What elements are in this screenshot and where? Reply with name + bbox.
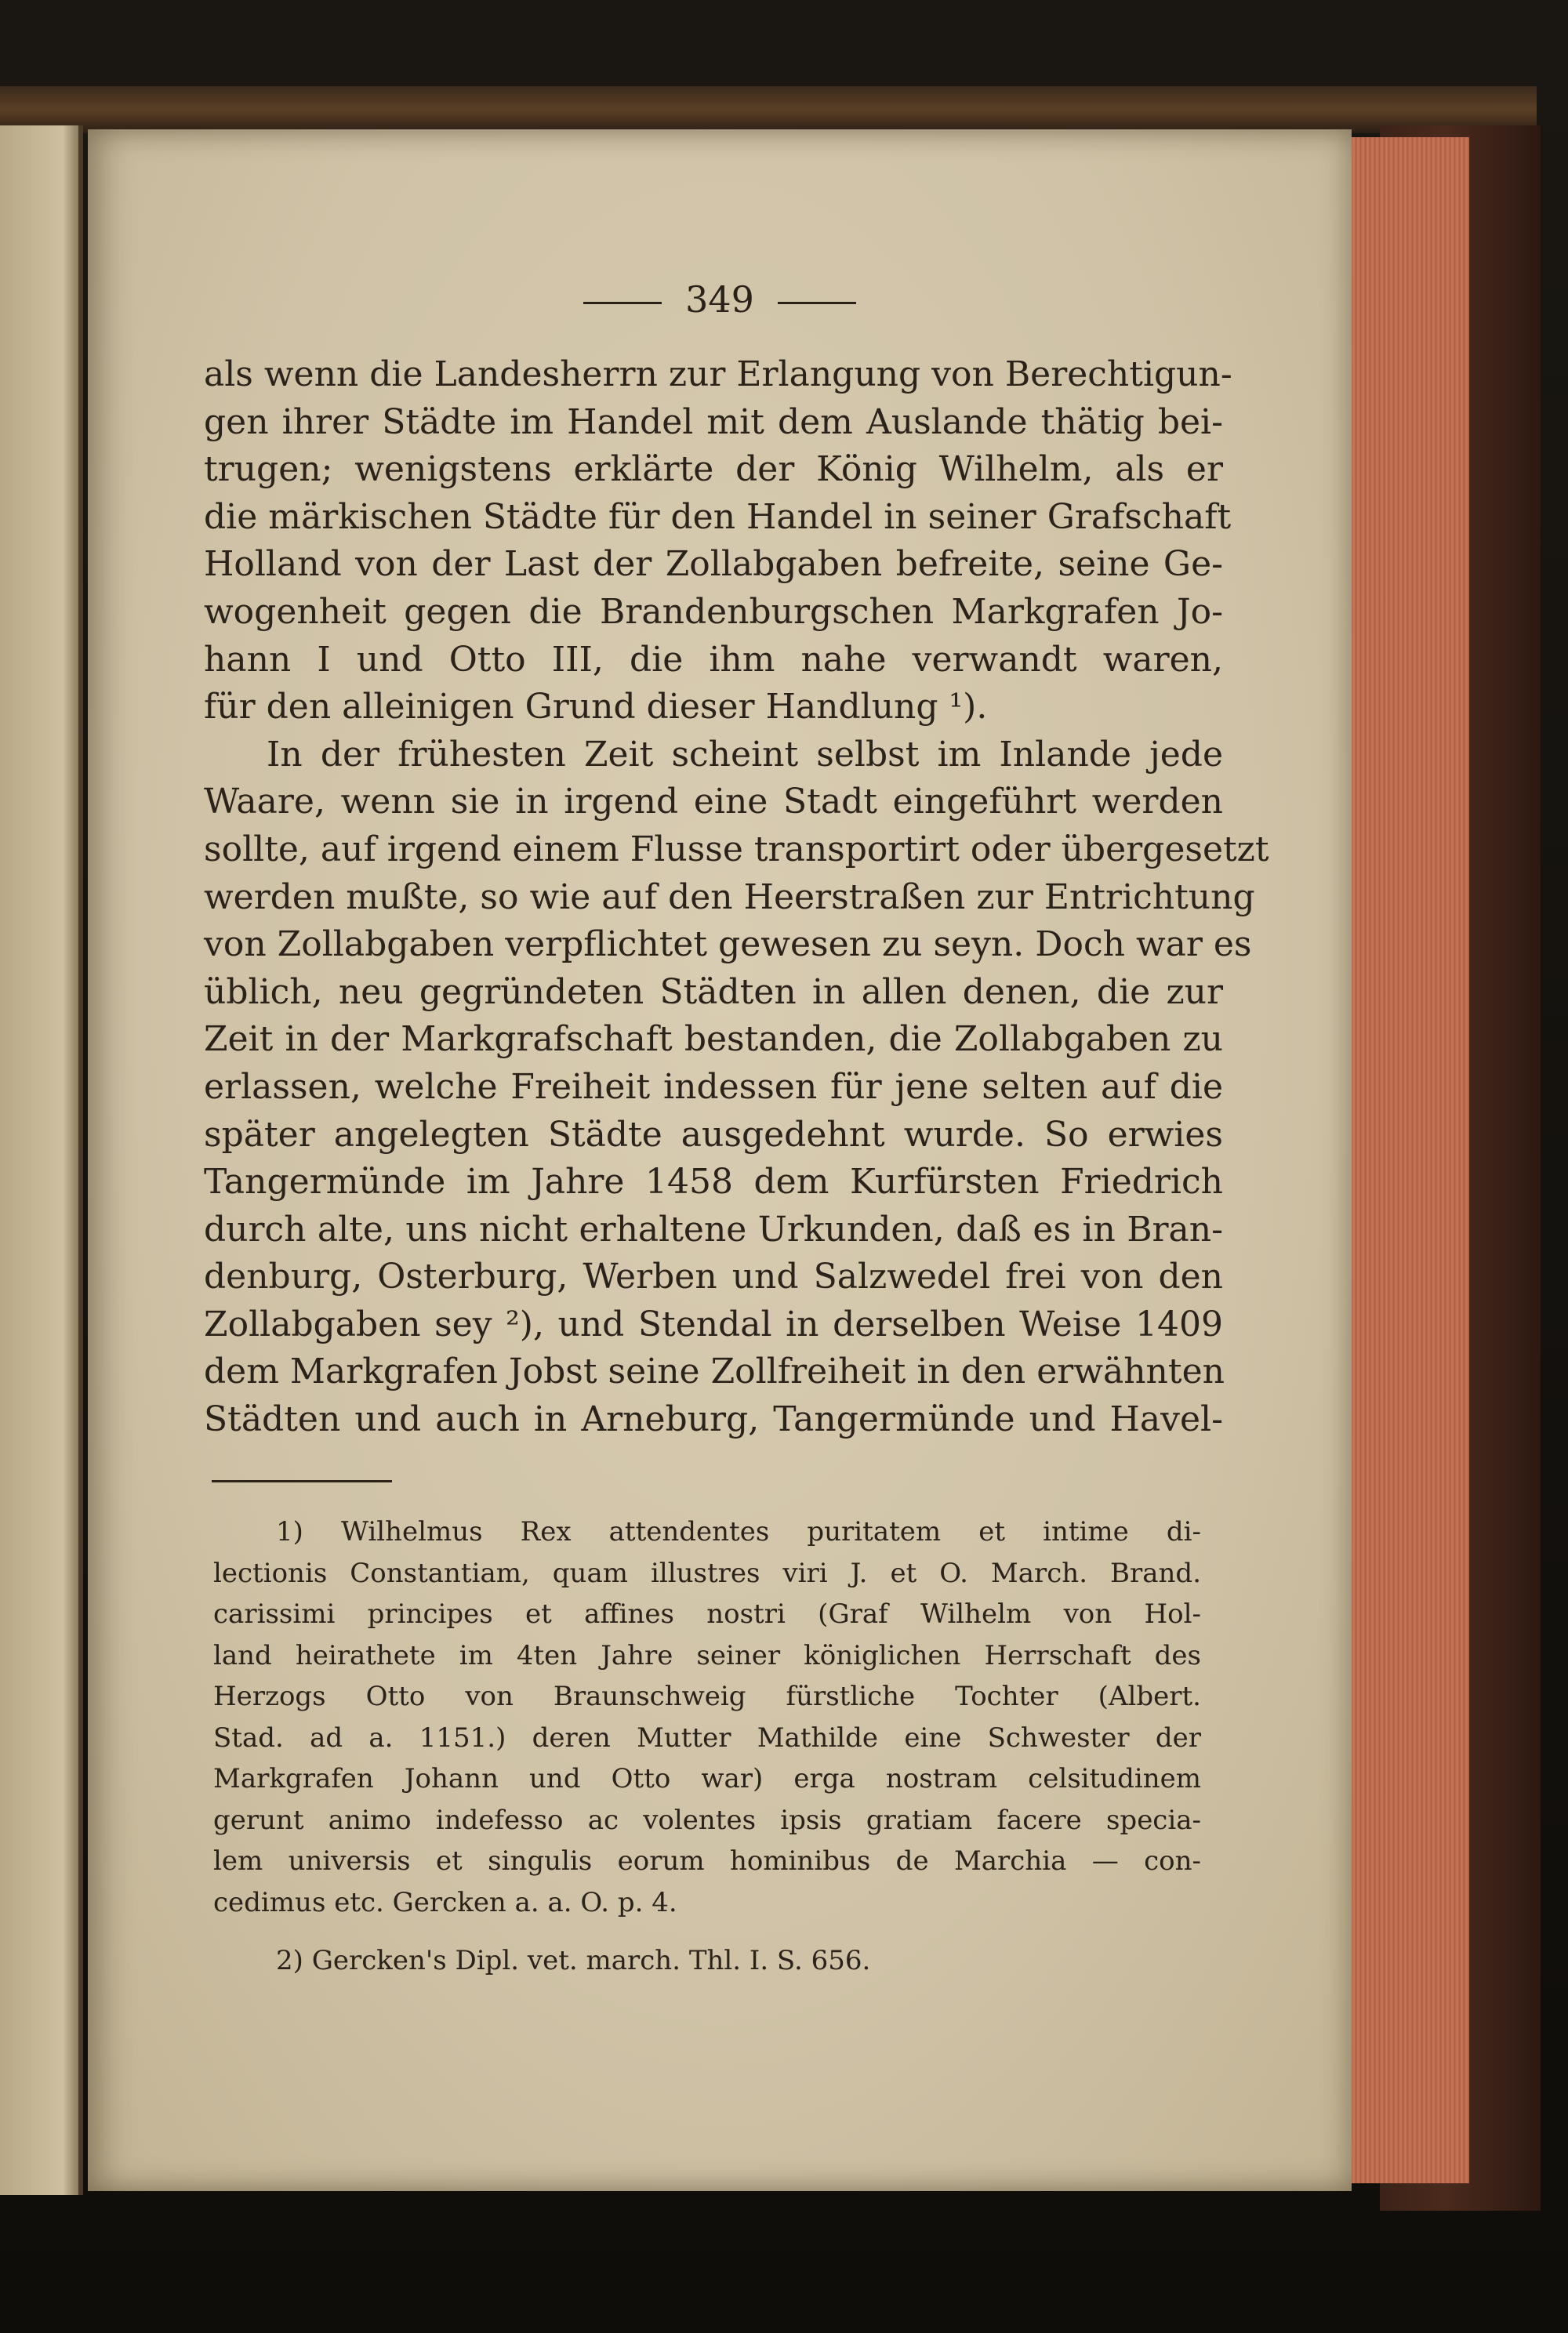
body-line: gen ihrer Städte im Handel mit dem Auslande thätig bei- — [204, 401, 1223, 442]
footnote-line: Herzogs Otto von Braunschweig fürstliche Tochter (Albert. — [213, 1681, 1201, 1712]
footnote-separator — [212, 1480, 392, 1482]
body-line: denburg, Osterburg, Werben und Salzwedel frei von den — [204, 1257, 1223, 1297]
folio-rule-right — [778, 302, 856, 304]
body-line: erlassen, welche Freiheit indessen für jene selten auf die — [204, 1066, 1223, 1107]
footnote-line: lectionis Constantiam, quam illustres viri J. et O. March. Brand. — [213, 1557, 1201, 1589]
body-line: Zeit in der Markgrafschaft bestanden, die Zollabgaben zu — [204, 1019, 1223, 1060]
body-line: von Zollabgaben verpflichtet gewesen zu seyn. Doch war es — [204, 924, 1252, 965]
footnote-line: 1) Wilhelmus Rex attendentes puritatem et intime di- — [276, 1516, 1201, 1547]
body-line: Zollabgaben sey ²), und Stendal in derselben Weise 1409 — [204, 1304, 1223, 1344]
footnote-2: 2) Gercken's Dipl. vet. march. Thl. I. S. 656. — [276, 1945, 871, 1976]
page-number-text: 349 — [685, 278, 754, 321]
body-line: Waare, wenn sie in irgend eine Stadt eingeführt werden — [204, 782, 1223, 822]
left-page-edge — [0, 125, 83, 2195]
footnote-line: Markgrafen Johann und Otto war) erga nostram celsitudinem — [213, 1763, 1201, 1794]
body-line: als wenn die Landesherrn zur Erlangung von Berechtigun- — [204, 354, 1232, 394]
body-text — [204, 351, 1269, 1444]
footnotes — [213, 1511, 1201, 1982]
book-binding-top — [0, 86, 1537, 133]
body-line: später angelegten Städte ausgedehnt wurde. So erwies — [204, 1114, 1223, 1155]
body-line: dem Markgrafen Jobst seine Zollfreiheit in den erwähnten — [204, 1352, 1225, 1392]
body-line: Tangermünde im Jahre 1458 dem Kurfürsten Friedrich — [204, 1162, 1223, 1203]
body-line: wogenheit gegen die Brandenburgschen Markgrafen Jo- — [204, 591, 1223, 632]
footnote-line: land heirathete im 4ten Jahre seiner königlichen Herrschaft des — [213, 1639, 1201, 1671]
page-edges — [1348, 137, 1469, 2183]
body-line: trugen; wenigstens erklärte der König Wilhelm, als er — [204, 449, 1223, 490]
body-line: Holland von der Last der Zollabgaben befreite, seine Ge- — [204, 544, 1223, 585]
footnote-line: lem universis et singulis eorum hominibus de Marchia — con- — [213, 1845, 1201, 1877]
footnote-line: gerunt animo indefesso ac volentes ipsis gratiam facere specia- — [213, 1804, 1201, 1836]
page-number — [88, 278, 1352, 321]
body-line: In der frühesten Zeit scheint selbst im Inlande jede — [267, 734, 1223, 775]
footnote-line: carissimi principes et affines nostri (Graf Wilhelm von Hol- — [213, 1598, 1201, 1630]
body-line: üblich, neu gegründeten Städten in allen denen, die zur — [204, 971, 1223, 1012]
body-line: hann I und Otto III, die ihm nahe verwandt waren, — [204, 639, 1223, 680]
body-line: die märkischen Städte für den Handel in seiner Grafschaft — [204, 496, 1232, 537]
body-line: Städten und auch in Arneburg, Tangermünde und Havel- — [204, 1399, 1223, 1440]
folio-rule-left — [583, 302, 662, 304]
footnote-line: cedimus etc. Gercken a. a. O. p. 4. — [213, 1886, 677, 1918]
book-page — [88, 129, 1352, 2191]
body-line: durch alte, uns nicht erhaltene Urkunden, daß es in Bran- — [204, 1209, 1223, 1250]
footnote-line: Stad. ad a. 1151.) deren Mutter Mathilde eine Schwester der — [213, 1722, 1201, 1754]
body-line: sollte, auf irgend einem Flusse transportirt oder übergesetzt — [204, 829, 1269, 869]
body-line: für den alleinigen Grund dieser Handlung ¹). — [204, 687, 988, 727]
body-line: werden mußte, so wie auf den Heerstraßen zur Entrichtung — [204, 876, 1255, 917]
